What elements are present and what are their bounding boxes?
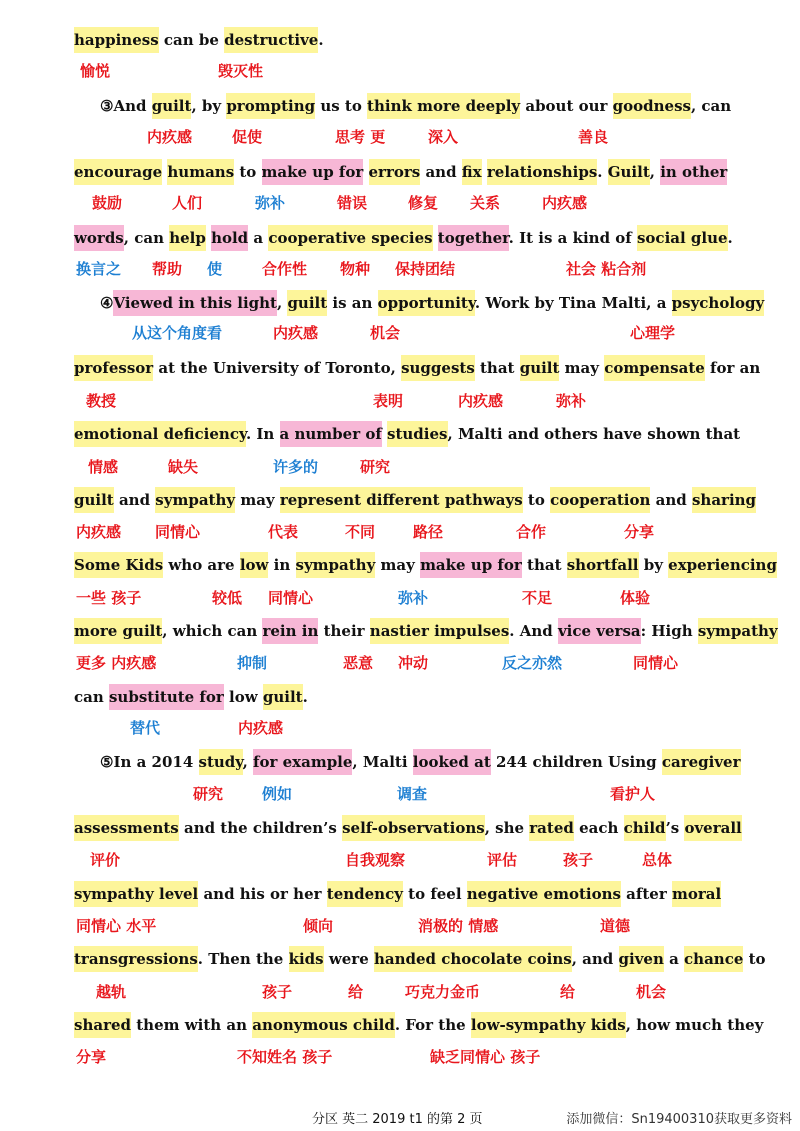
text-run: may (235, 491, 280, 509)
text-run: , by (191, 97, 227, 115)
highlighted-phrase: make up for (262, 159, 364, 185)
highlighted-phrase: fix (462, 159, 482, 185)
highlighted-phrase: more guilt (74, 618, 162, 644)
chinese-annotation: 使 (207, 260, 223, 278)
text-run: and (113, 491, 156, 509)
highlighted-phrase: goodness (613, 93, 691, 119)
text-run: low (223, 688, 263, 706)
highlighted-phrase: low (240, 552, 269, 578)
watermark-contact: 添加微信：Sn19400310获取更多资料 (566, 1112, 792, 1127)
highlighted-phrase: guilt (263, 684, 303, 710)
chinese-annotation: 弥补 (255, 194, 286, 212)
chinese-annotation: 孩子 (262, 983, 293, 1001)
chinese-annotation: 情感 (88, 458, 119, 476)
chinese-annotation: 从这个角度看 (132, 324, 223, 342)
text-run: ④ (100, 294, 114, 312)
page-footer (0, 1108, 800, 1128)
text-run: ③And (100, 97, 152, 115)
chinese-annotation: 同情心 水平 (76, 917, 157, 935)
text-line (74, 550, 780, 580)
chinese-annotation: 分享 (624, 523, 655, 541)
highlighted-phrase: handed chocolate coins (374, 946, 572, 972)
highlighted-phrase: errors (369, 159, 421, 185)
chinese-annotation: 合作性 (262, 260, 308, 278)
chinese-annotation: 不同 (345, 523, 376, 541)
text-run: , can (690, 97, 732, 115)
highlighted-phrase: happiness (74, 27, 159, 53)
chinese-annotation: 一些 孩子 (76, 589, 142, 607)
highlighted-phrase: for example (253, 749, 352, 775)
highlighted-phrase: moral (672, 881, 721, 907)
chinese-annotation: 毁灭性 (218, 62, 264, 80)
text-line (74, 485, 780, 515)
highlighted-phrase: hold (211, 225, 248, 251)
chinese-annotation: 缺失 (168, 458, 199, 476)
highlighted-phrase: help (169, 225, 206, 251)
text-run: a (663, 950, 685, 968)
text-run: , Malti and others have shown that (447, 425, 741, 443)
text-line (74, 157, 780, 187)
highlighted-phrase: emotional deficiency (74, 421, 246, 447)
highlighted-phrase: Guilt (608, 159, 650, 185)
highlighted-phrase: cooperation (550, 487, 650, 513)
chinese-annotation: 自我观察 (345, 851, 406, 869)
chinese-annotation: 社会 粘合剂 (566, 260, 647, 278)
text-run: to (522, 491, 551, 509)
text-run: ⑤In a 2014 (100, 753, 199, 771)
highlighted-phrase: humans (167, 159, 234, 185)
chinese-annotation: 错误 (337, 194, 368, 212)
text-run: , can (123, 229, 170, 247)
text-line (74, 944, 780, 974)
chinese-annotation: 缺乏同情心 孩子 (430, 1048, 541, 1066)
highlighted-phrase: think more deeply (367, 93, 520, 119)
highlighted-phrase: psychology (672, 290, 765, 316)
chinese-annotation: 巧克力金币 (405, 983, 481, 1001)
chinese-annotation: 例如 (262, 785, 293, 803)
highlighted-phrase: a number of (280, 421, 382, 447)
text-line (74, 353, 780, 383)
text-run: , which can (162, 622, 263, 640)
text-run: for an (704, 359, 761, 377)
chinese-annotation: 消极的 情感 (418, 917, 499, 935)
chinese-annotation: 代表 (268, 523, 299, 541)
chinese-annotation: 内疚感 (76, 523, 122, 541)
highlighted-phrase: together (438, 225, 509, 251)
chinese-annotation: 物种 (340, 260, 371, 278)
chinese-annotation: 调查 (397, 785, 428, 803)
chinese-annotation: 评价 (90, 851, 121, 869)
highlighted-phrase: opportunity (378, 290, 475, 316)
highlighted-phrase: encourage (74, 159, 162, 185)
chinese-annotation: 帮助 (152, 260, 183, 278)
text-run: to (743, 950, 766, 968)
text-run: , (649, 163, 661, 181)
text-line (74, 682, 780, 712)
chinese-annotation: 机会 (370, 324, 401, 342)
text-run: were (323, 950, 374, 968)
chinese-annotation: 反之亦然 (502, 654, 563, 672)
chinese-annotation: 更多 内疚感 (76, 654, 157, 672)
highlighted-phrase: sympathy (155, 487, 235, 513)
highlighted-phrase: sympathy level (74, 881, 198, 907)
text-run: . For the (394, 1016, 471, 1034)
text-line (74, 813, 780, 843)
text-run: and (650, 491, 692, 509)
chinese-annotation: 倾向 (303, 917, 334, 935)
chinese-annotation: 不足 (522, 589, 553, 607)
chinese-annotation: 善良 (578, 128, 609, 146)
text-run: in (268, 556, 296, 574)
chinese-annotation: 冲动 (398, 654, 429, 672)
chinese-annotation: 修复 (408, 194, 439, 212)
highlighted-phrase: study (199, 749, 243, 775)
chinese-annotation: 同情心 (268, 589, 314, 607)
highlighted-phrase: shortfall (567, 552, 639, 578)
text-run: and (420, 163, 462, 181)
highlighted-phrase: assessments (74, 815, 179, 841)
text-line (74, 419, 780, 449)
chinese-annotation: 思考 更 (335, 128, 386, 146)
text-run: to (234, 163, 262, 181)
highlighted-phrase: anonymous child (252, 1012, 395, 1038)
chinese-annotation: 同情心 (633, 654, 679, 672)
text-run: can (74, 688, 109, 706)
chinese-annotation: 内疚感 (147, 128, 193, 146)
chinese-annotation: 分享 (76, 1048, 107, 1066)
text-run: and his or her (198, 885, 327, 903)
highlighted-phrase: relationships (487, 159, 597, 185)
text-run: . It is a kind of (508, 229, 637, 247)
text-run: at the University of Toronto, (153, 359, 402, 377)
highlighted-phrase: shared (74, 1012, 131, 1038)
chinese-annotation: 给 (560, 983, 576, 1001)
highlighted-phrase: nastier impulses (370, 618, 509, 644)
highlighted-phrase: prompting (226, 93, 315, 119)
chinese-annotation: 促使 (232, 128, 263, 146)
chinese-annotation: 恶意 (343, 654, 374, 672)
text-run: 244 children Using (490, 753, 662, 771)
text-line (100, 288, 780, 318)
text-run: about our (520, 97, 613, 115)
chinese-annotation: 内疚感 (542, 194, 588, 212)
chinese-annotation: 研究 (360, 458, 391, 476)
highlighted-phrase: overall (684, 815, 741, 841)
text-run: , (242, 753, 254, 771)
highlighted-phrase: in other (660, 159, 727, 185)
highlighted-phrase: professor (74, 355, 153, 381)
chinese-annotation: 保持团结 (395, 260, 456, 278)
chinese-annotation: 研究 (193, 785, 224, 803)
text-run: : High (640, 622, 698, 640)
text-run: that (474, 359, 520, 377)
highlighted-phrase: compensate (604, 355, 705, 381)
page-number-label: 分区 英二 2019 t1 的第 2 页 (312, 1112, 483, 1127)
text-run: . (597, 163, 608, 181)
chinese-annotation: 弥补 (556, 392, 587, 410)
text-run: and the children’s (178, 819, 343, 837)
text-run: is an (327, 294, 378, 312)
text-run: can be (158, 31, 225, 49)
text-run: them with an (131, 1016, 253, 1034)
highlighted-phrase: kids (289, 946, 324, 972)
highlighted-phrase: guilt (74, 487, 114, 513)
chinese-annotation: 体验 (620, 589, 651, 607)
highlighted-phrase: vice versa (558, 618, 641, 644)
highlighted-phrase: chance (684, 946, 743, 972)
chinese-annotation: 越轨 (96, 983, 127, 1001)
chinese-annotation: 孩子 (563, 851, 594, 869)
chinese-annotation: 深入 (428, 128, 459, 146)
text-line (74, 879, 780, 909)
text-line (100, 747, 780, 777)
highlighted-phrase: experiencing (668, 552, 777, 578)
text-line (74, 616, 780, 646)
highlighted-phrase: make up for (420, 552, 522, 578)
highlighted-phrase: low-sympathy kids (471, 1012, 626, 1038)
highlighted-phrase: rein in (262, 618, 318, 644)
chinese-annotation: 不知姓名 孩子 (237, 1048, 333, 1066)
text-run: each (573, 819, 624, 837)
chinese-annotation: 抑制 (237, 654, 268, 672)
highlighted-phrase: represent different pathways (280, 487, 523, 513)
chinese-annotation: 换言之 (76, 260, 122, 278)
highlighted-phrase: tendency (327, 881, 403, 907)
chinese-annotation: 合作 (516, 523, 547, 541)
text-line (74, 1010, 780, 1040)
chinese-annotation: 许多的 (273, 458, 319, 476)
chinese-annotation: 评估 (487, 851, 518, 869)
text-line (74, 25, 780, 55)
highlighted-phrase: social glue (637, 225, 728, 251)
text-run: after (620, 885, 672, 903)
text-run: . (727, 229, 733, 247)
highlighted-phrase: studies (387, 421, 447, 447)
highlighted-phrase: rated (529, 815, 574, 841)
text-run: may (375, 556, 421, 574)
highlighted-phrase: cooperative species (268, 225, 432, 251)
text-run: by (638, 556, 669, 574)
chinese-annotation: 同情心 (155, 523, 201, 541)
text-run: their (318, 622, 370, 640)
text-run: . And (509, 622, 558, 640)
highlighted-phrase: words (74, 225, 124, 251)
text-run: , Malti (352, 753, 413, 771)
highlighted-phrase: looked at (413, 749, 491, 775)
chinese-annotation: 看护人 (610, 785, 656, 803)
text-run: . (302, 688, 308, 706)
text-run: . Then the (197, 950, 289, 968)
highlighted-phrase: sympathy (296, 552, 376, 578)
text-run: , how much they (625, 1016, 764, 1034)
chinese-annotation: 机会 (636, 983, 667, 1001)
highlighted-phrase: suggests (401, 355, 475, 381)
text-run: who are (163, 556, 240, 574)
text-run: to feel (402, 885, 467, 903)
chinese-annotation: 教授 (86, 392, 117, 410)
highlighted-phrase: guilt (152, 93, 192, 119)
highlighted-phrase: Some Kids (74, 552, 163, 578)
chinese-annotation: 人们 (172, 194, 203, 212)
highlighted-phrase: destructive (224, 27, 318, 53)
text-run: . Work by Tina Malti, a (474, 294, 672, 312)
highlighted-phrase: transgressions (74, 946, 198, 972)
chinese-annotation: 给 (348, 983, 364, 1001)
text-run: a (248, 229, 269, 247)
chinese-annotation: 关系 (470, 194, 501, 212)
text-line (100, 91, 780, 121)
chinese-annotation: 道德 (600, 917, 631, 935)
chinese-annotation: 替代 (130, 719, 161, 737)
text-run: , she (484, 819, 530, 837)
highlighted-phrase: caregiver (662, 749, 741, 775)
highlighted-phrase: negative emotions (467, 881, 621, 907)
text-run: may (559, 359, 605, 377)
highlighted-phrase: given (619, 946, 664, 972)
chinese-annotation: 愉悦 (80, 62, 111, 80)
chinese-annotation: 心理学 (630, 324, 676, 342)
chinese-annotation: 弥补 (398, 589, 429, 607)
chinese-annotation: 路径 (413, 523, 444, 541)
text-run (433, 229, 438, 247)
chinese-annotation: 内疚感 (458, 392, 504, 410)
highlighted-phrase: substitute for (109, 684, 224, 710)
highlighted-phrase: guilt (287, 290, 327, 316)
highlighted-phrase: child (624, 815, 666, 841)
chinese-annotation: 内疚感 (238, 719, 284, 737)
text-run: . (318, 31, 324, 49)
highlighted-phrase: sharing (692, 487, 756, 513)
highlighted-phrase: Viewed in this light (113, 290, 277, 316)
text-run: , (276, 294, 288, 312)
chinese-annotation: 内疚感 (273, 324, 319, 342)
highlighted-phrase: sympathy (698, 618, 778, 644)
text-run (363, 163, 368, 181)
chinese-annotation: 总体 (642, 851, 673, 869)
highlighted-phrase: guilt (520, 355, 560, 381)
text-run: , and (571, 950, 619, 968)
text-run: us to (315, 97, 368, 115)
text-line (74, 223, 780, 253)
highlighted-phrase: self-observations (342, 815, 485, 841)
text-run: that (521, 556, 567, 574)
text-run: . In (245, 425, 280, 443)
chinese-annotation: 表明 (373, 392, 404, 410)
chinese-annotation: 较低 (212, 589, 243, 607)
text-run: ’s (665, 819, 685, 837)
chinese-annotation: 鼓励 (92, 194, 123, 212)
